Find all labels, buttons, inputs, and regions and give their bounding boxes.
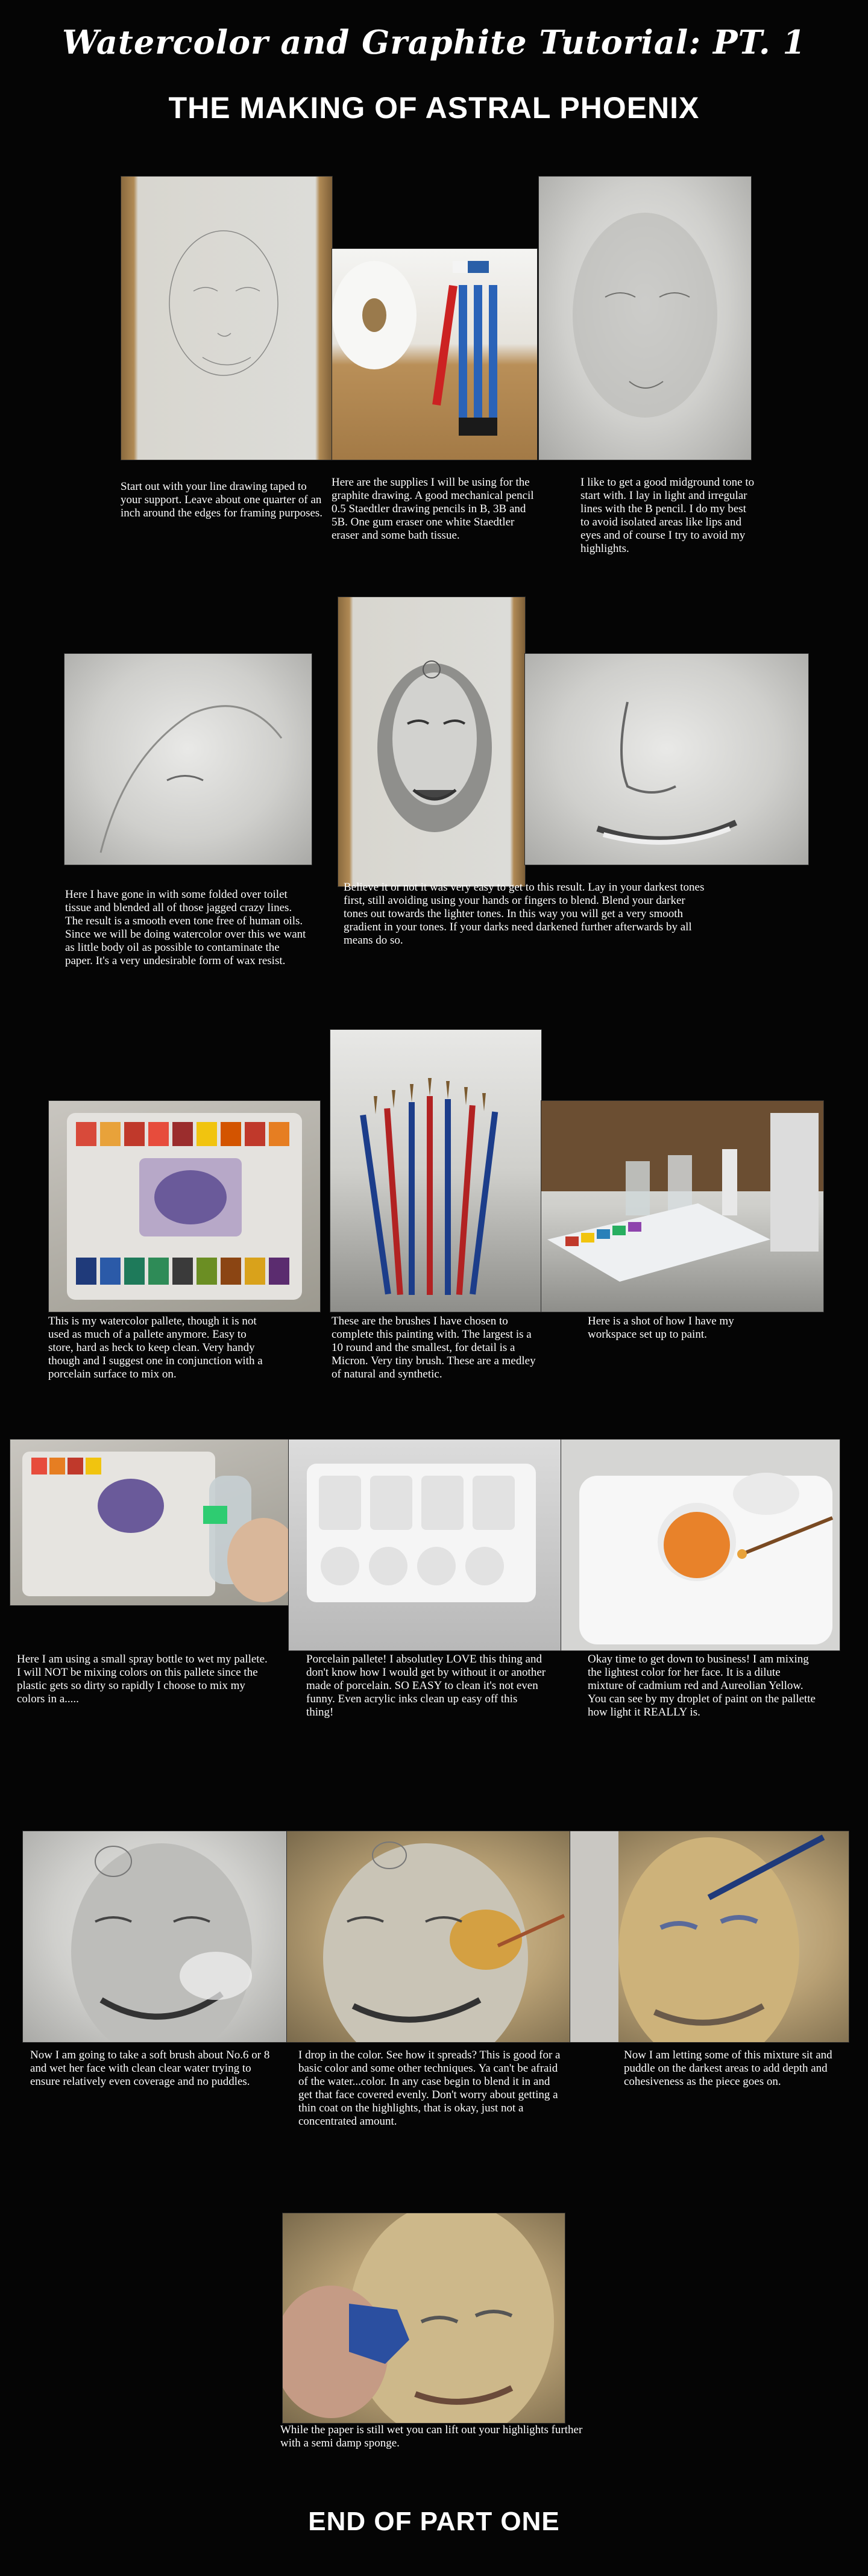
photo-supplies bbox=[332, 248, 538, 460]
mixing-icon bbox=[561, 1440, 840, 1650]
caption-blended: Here I have gone in with some folded over toilet tissue and blended all of those jagged crazy lines. The result is a smooth even tone free of human oils. Since we will be doing watercolor over this we want as little body oil as possible to contaminate the paper. It's a very undesirable form of wax resist. bbox=[65, 888, 306, 967]
face-sketch-icon bbox=[539, 177, 751, 460]
caption-line-drawing: Start out with your line drawing taped to your support. Leave about one quarter of an inch around the edges for framing purposes. bbox=[121, 480, 323, 519]
caption-pallete: This is my watercolor pallete, though it is not used as much of a pallete anymore. Easy to store, hard as heck to keep clean. Very handy though and I suggest one in conjunction with a porcelain surface to mix on. bbox=[48, 1315, 263, 1380]
caption-midground: I like to get a good midground tone to start with. I lay in light and irregular lines with the B pencil. I do my best to avoid isolated areas like lips and eyes and of course I try to avoid my highlights. bbox=[580, 476, 755, 555]
caption-porcelain: Porcelain pallete! I absolutley LOVE this thing and don't know how I would get by without it or another made of porcelain. SO EASY to clean it's not even funny. Even acrylic inks clean up easy off this thing! bbox=[306, 1653, 546, 1719]
photo-spray-bottle bbox=[10, 1439, 289, 1606]
spray-bottle-icon bbox=[10, 1440, 289, 1605]
brushes-icon bbox=[330, 1030, 541, 1312]
face-sketch-icon bbox=[64, 654, 312, 865]
face-sketch-icon bbox=[23, 1831, 287, 2042]
caption-wet-face: Now I am going to take a soft brush about No.6 or 8 and wet her face with clean clear water trying to ensure relatively even coverage and no puddles. bbox=[30, 2049, 270, 2088]
pencils-icon bbox=[332, 249, 537, 460]
photo-line-drawing bbox=[121, 176, 333, 460]
palette-icon bbox=[49, 1101, 320, 1312]
caption-supplies: Here are the supplies I will be using for the graphite drawing. A good mechanical pencil 0.5 Staedtler drawing pencils in B, 3B and 5B. One gum eraser one white Staedtler eraser and some bath tissue. bbox=[332, 476, 534, 542]
photo-drop-color bbox=[286, 1831, 571, 2043]
face-sketch-icon bbox=[338, 597, 525, 886]
caption-darkened: Believe it or not it was very easy to get to this result. Lay in your darkest tones first, still avoiding using your hands or fingers to blend. Blend your darker tones out towards the lighter tones. In this way you will get a very smooth gradient in your tones. If your darks need darkened further afterwards by all means do so. bbox=[344, 881, 705, 947]
end-of-part-one: END OF PART ONE bbox=[308, 2507, 560, 2536]
photo-workspace bbox=[541, 1100, 824, 1312]
page-subtitle: THE MAKING OF ASTRAL PHOENIX bbox=[168, 91, 700, 125]
caption-sponge: While the paper is still wet you can lift out your highlights further with a semi damp sponge. bbox=[280, 2424, 583, 2449]
photo-porcelain-pallete bbox=[288, 1439, 562, 1651]
face-sketch-icon bbox=[525, 654, 808, 865]
photo-midground-tone bbox=[538, 176, 752, 460]
caption-workspace: Here is a shot of how I have my workspace set up to paint. bbox=[588, 1315, 734, 1341]
face-sketch-icon bbox=[121, 177, 332, 460]
face-sketch-icon bbox=[287, 1831, 570, 2042]
photo-puddle-mixture bbox=[570, 1831, 849, 2043]
face-sketch-icon bbox=[570, 1831, 849, 2042]
photo-mixing-color bbox=[561, 1439, 840, 1651]
sponge-icon bbox=[283, 2213, 565, 2423]
photo-wet-face bbox=[22, 1831, 288, 2043]
photo-blended-tissue bbox=[64, 653, 312, 865]
caption-brushes: These are the brushes I have chosen to complete this painting with. The largest is a 10 round and the smallest, for detail is a Micron. Very tiny brush. These are a medley of natural and synthetic. bbox=[332, 1315, 536, 1380]
workspace-icon bbox=[541, 1101, 823, 1312]
photo-darkened-tones bbox=[524, 653, 809, 865]
caption-puddle: Now I am letting some of this mixture sit and puddle on the darkest areas to add depth and cohesiveness as the piece goes on. bbox=[624, 2049, 832, 2088]
palette-icon bbox=[289, 1440, 561, 1650]
photo-watercolor-pallete bbox=[48, 1100, 321, 1312]
caption-drop-color: I drop in the color. See how it spreads? This is good for a basic color and some other techniques. Ya can't be afraid of the water...color. In any case begin to blend it in and get that face covered evenly. Don't worry about getting a thin coat on the highlights, that is okay, just not a concentrated amount. bbox=[298, 2049, 561, 2128]
photo-brushes bbox=[330, 1029, 542, 1312]
caption-spray: Here I am using a small spray bottle to wet my pallete. I will NOT be mixing colors on this pallete since the plastic gets so dirty so rapidly I choose to mix my colors in a..... bbox=[17, 1653, 268, 1705]
caption-mixing: Okay time to get down to business! I am mixing the lightest color for her face. It is a dilute mixture of cadmium red and Aureolian Yellow. You can see by my droplet of paint on the pallette how light it REALLY is. bbox=[588, 1653, 816, 1719]
page-title: Watercolor and Graphite Tutorial: PT. 1 bbox=[61, 23, 806, 61]
photo-portrait-graphite bbox=[338, 597, 526, 887]
photo-sponge-lift bbox=[282, 2213, 565, 2424]
